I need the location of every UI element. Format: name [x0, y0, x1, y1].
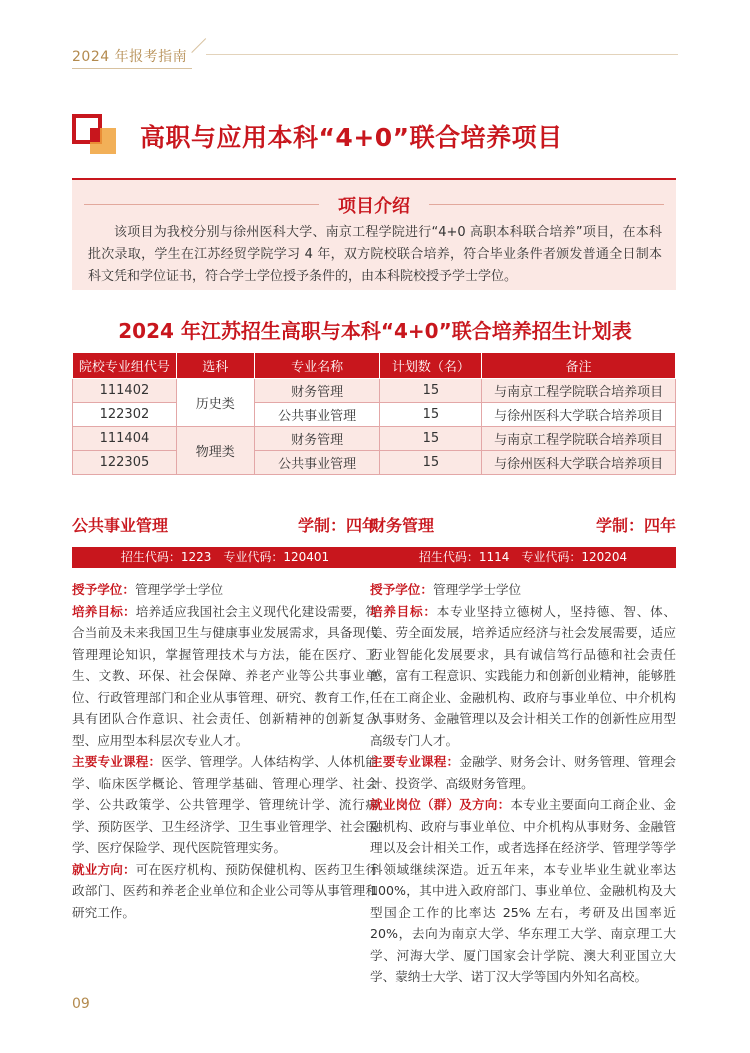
- career-text: 本专业主要面向工商企业、金融机构、政府与事业单位、中介机构从事财务、金融管理以及会计相关工作，或者选择在经济学、管理学等学科领域继续深造。近五年来，本专业毕业生就业率达 100%，其中进入政府部门、事业单位、金融机构及大型国企工作的比率达 25% 左右，考研及出国率近 20%，去向为南京大学、华东理工大学、南京理工大学、河海大学、厦门国家会计学院、澳大利亚国立大学、蒙纳士大学、诺丁汉大学等国内外知名高校。: [370, 797, 677, 984]
- goal-label: 培养目标：: [370, 603, 437, 619]
- cell-count: 15: [380, 451, 482, 475]
- degree-label: 授予学位：: [72, 582, 135, 597]
- plan-header-count: 计划数（名）: [380, 353, 482, 379]
- degree-text: 管理学学士学位: [432, 582, 522, 597]
- cell-count: 15: [380, 379, 482, 403]
- table-row: [73, 379, 676, 403]
- major-header: [72, 513, 378, 537]
- plan-header-code: 院校专业组代号: [73, 353, 177, 379]
- cell-note: 与南京工程学院联合培养项目: [482, 427, 676, 451]
- major-duration: 学制：四年: [297, 516, 378, 535]
- intro-box: [72, 178, 676, 290]
- cell-major: 财务管理: [254, 379, 380, 403]
- plan-header-subject: 选科: [176, 353, 254, 379]
- courses-label: 主要专业课程：: [72, 754, 162, 769]
- table-row: [73, 451, 676, 475]
- cell-note: 与徐州医科大学联合培养项目: [482, 451, 676, 475]
- title-logo-icon: [72, 114, 120, 158]
- degree-label: 授予学位：: [370, 582, 433, 597]
- plan-header-major: 专业名称: [254, 353, 380, 379]
- header-rule-slant: [191, 38, 206, 53]
- major-duration: 学制：四年: [595, 516, 676, 535]
- intro-body: 该项目为我校分别与徐州医科大学、南京工程学院进行“4+0 高职本科联合培养”项目，在本科批次录取，学生在江苏经贸学院学习 4 年，双方院校联合培养，符合毕业条件者颁发普通全日制本科文凭和学位证书，符合学士学位授予条件的，由本科院校授予学士学位。: [88, 225, 662, 284]
- major-header: [370, 513, 676, 537]
- cell-code: 111404: [73, 427, 177, 451]
- cell-code: 122302: [73, 403, 177, 427]
- courses-text: 金融学、财务会计、财务管理、管理会计、投资学、高级财务管理。: [370, 754, 677, 791]
- cell-note: 与徐州医科大学联合培养项目: [482, 403, 676, 427]
- major-code-bar: 招生代码：1223 专业代码：120401: [72, 547, 378, 568]
- plan-table: [72, 352, 676, 475]
- courses-label: 主要专业课程：: [370, 754, 460, 769]
- major-section-financial-management: [370, 513, 676, 988]
- goal-text: 本专业坚持立德树人，坚持德、智、体、美、劳全面发展，培养适应经济与社会发展需要，适应行业智能化发展要求，具有诚信笃行品德和社会责任感，富有工程意识、实践能力和创新创业精神，能够胜任在工商企业、金融机构、政府与事业单位、中介机构从事财务、金融管理以及会计相关工作的创新性应用型高级专门人才。: [370, 603, 677, 748]
- career-text: 可在医疗机构、预防保健机构、医药卫生行政部门、医药和养老企业单位和企业公司等从事管理和研究工作。: [72, 861, 379, 920]
- plan-header-note: 备注: [482, 353, 676, 379]
- courses-text: 医学、管理学。人体结构学、人体机能学、临床医学概论、管理学基础、管理心理学、社会学、公共政策学、公共管理学、管理统计学、流行病学、预防医学、卫生经济学、卫生事业管理学、社会医学、医疗保险学、现代医院管理实务。: [72, 754, 379, 855]
- page-title: 高职与应用本科“4+0”联合培养项目: [140, 123, 563, 152]
- major-description: [72, 579, 378, 923]
- cell-count: 15: [380, 403, 482, 427]
- table-row: [73, 403, 676, 427]
- table-row: [73, 427, 676, 451]
- cell-subject: 物理类: [176, 427, 254, 475]
- plan-table-header-row: [73, 353, 676, 379]
- cell-major: 财务管理: [254, 427, 380, 451]
- major-description: [370, 579, 676, 988]
- cell-major: 公共事业管理: [254, 451, 380, 475]
- cell-code: 122305: [73, 451, 177, 475]
- plan-title: 2024 年江苏招生高职与本科“4+0”联合培养招生计划表: [118, 319, 632, 343]
- career-label: 就业方向：: [72, 861, 136, 877]
- cell-major: 公共事业管理: [254, 403, 380, 427]
- cell-count: 15: [380, 427, 482, 451]
- goal-text: 培养适应我国社会主义现代化建设需要，符合当前及未来我国卫生与健康事业发展需求，具备现代管理理论知识，掌握管理技术与方法，能在医疗、卫生、文教、环保、社会保障、养老产业等公共事业单位、行政管理部门和企业从事管理、研究、教育工作，具有团队合作意识、社会责任、创新精神的创新复合型、应用型本科层次专业人才。: [72, 603, 379, 748]
- major-section-public-administration: [72, 513, 378, 923]
- running-head: 2024 年报考指南: [72, 49, 188, 65]
- major-name: 财务管理: [370, 516, 435, 535]
- header-rule-long: [206, 54, 678, 55]
- major-name: 公共事业管理: [72, 516, 169, 535]
- cell-code: 111402: [73, 379, 177, 403]
- cell-subject: 历史类: [176, 379, 254, 427]
- intro-heading: 项目介绍: [338, 196, 410, 217]
- degree-text: 管理学学士学位: [134, 582, 224, 597]
- header-rule: [72, 68, 192, 69]
- goal-label: 培养目标：: [72, 603, 136, 619]
- cell-note: 与南京工程学院联合培养项目: [482, 379, 676, 403]
- major-code-bar: 招生代码：1114 专业代码：120204: [370, 547, 676, 568]
- page-number: 09: [72, 996, 90, 1012]
- career-label: 就业岗位（群）及方向：: [370, 797, 511, 812]
